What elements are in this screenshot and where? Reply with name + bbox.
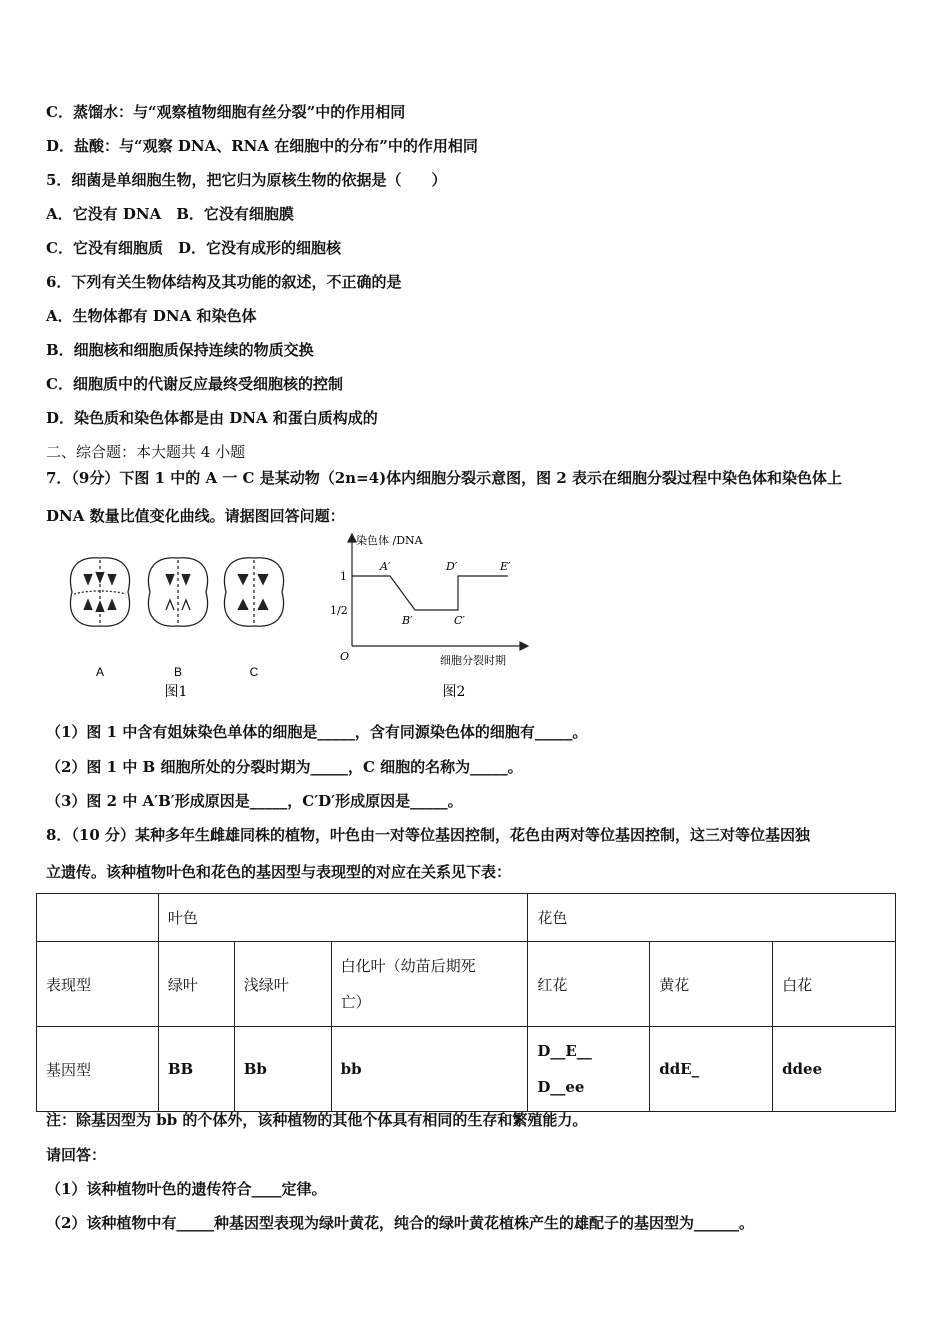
figure-1-caption: 图1: [164, 684, 188, 700]
section-2-heading: 二、综合题：本大题共 4 小题: [46, 443, 246, 461]
question-7-part-3: （3）图 2 中 A′B′形成原因是_____，C′D′形成原因是_____。: [46, 792, 463, 810]
table-note: 注：除基因型为 bb 的个体外，该种植物的其他个体具有相同的生存和繁殖能力。: [46, 1111, 588, 1129]
question-6-option-a: A．生物体都有 DNA 和染色体: [46, 307, 257, 325]
graph-y-axis-label: 染色体 /DNA: [356, 534, 423, 547]
phenotype-green-leaf: 绿叶: [158, 942, 234, 1027]
graph-point-c: C′: [454, 614, 465, 627]
question-5-options-ab: A．它没有 DNA B．它没有细胞膜: [46, 205, 294, 223]
genotype-yellow-flower: ddE_: [650, 1027, 773, 1112]
graph-point-e: E′: [500, 560, 511, 573]
question-8-stem-2: 立遗传。该种植物叶色和花色的基因型与表现型的对应在关系见下表：: [46, 863, 512, 881]
figure-cell-division: [60, 528, 540, 708]
please-answer-label: 请回答：: [46, 1146, 107, 1164]
graph-point-d: D′: [446, 560, 458, 573]
question-7-part-1: （1）图 1 中含有姐妹染色单体的细胞是_____，含有同源染色体的细胞有_____。: [46, 723, 588, 741]
question-7-part-2: （2）图 1 中 B 细胞所处的分裂时期为_____，C 细胞的名称为_____。: [46, 758, 523, 776]
figure-2-caption: 图2: [442, 684, 466, 700]
figure-2-graph: [348, 534, 528, 650]
table-corner-cell: [37, 894, 159, 942]
genotype-bb-upper: BB: [158, 1027, 234, 1112]
graph-x-axis-label: 细胞分裂时期: [440, 654, 506, 667]
genotype-row-label: 基因型: [37, 1027, 159, 1112]
cell-label-b: B: [173, 665, 183, 679]
graph-point-b: B′: [402, 614, 413, 627]
genotype-bb-lower: bb: [331, 1027, 528, 1112]
phenotype-white-leaf: 白化叶（幼苗后期死 亡）: [331, 942, 528, 1027]
question-6-option-b: B．细胞核和细胞质保持连续的物质交换: [46, 341, 314, 359]
option-d-line: D．盐酸：与“观察 DNA、RNA 在细胞中的分布”中的作用相同: [46, 137, 478, 155]
question-7-stem-1: 7．（9分）下图 1 中的 A 一 C 是某动物（2n=4)体内细胞分裂示意图，图 2 表示在细胞分裂过程中染色体和染色体上: [46, 469, 843, 487]
genotype-bb-mixed: Bb: [234, 1027, 331, 1112]
cell-b-diagram: [148, 558, 207, 626]
cell-c-diagram: [224, 558, 283, 626]
graph-tick-half: 1/2: [330, 604, 348, 617]
cell-a-diagram: [70, 558, 129, 626]
genotype-red-flower: D__E__ D__ee: [528, 1027, 650, 1112]
question-8-stem-1: 8．（10 分）某种多年生雌雄同株的植物，叶色由一对等位基因控制，花色由两对等位基因控制，这三对等位基因独: [46, 826, 811, 844]
phenotype-row-label: 表现型: [37, 942, 159, 1027]
graph-origin-label: O: [340, 650, 350, 663]
phenotype-red-flower: 红花: [528, 942, 650, 1027]
leaf-color-header: 叶色: [158, 894, 528, 942]
genotype-phenotype-table: [36, 893, 896, 1112]
question-8-part-2: （2）该种植物中有_____种基因型表现为绿叶黄花，纯合的绿叶黄花植株产生的雄配子的基因型为______。: [46, 1214, 754, 1232]
genotype-white-flower: ddee: [773, 1027, 896, 1112]
graph-tick-1: 1: [340, 570, 347, 583]
phenotype-white-flower: 白花: [773, 942, 896, 1027]
question-5-stem: 5．细菌是单细胞生物，把它归为原核生物的依据是（ ）: [46, 171, 447, 189]
flower-color-header: 花色: [528, 894, 896, 942]
option-c-line: C．蒸馏水：与“观察植物细胞有丝分裂”中的作用相同: [46, 103, 406, 121]
question-6-stem: 6．下列有关生物体结构及其功能的叙述，不正确的是: [46, 273, 402, 291]
cell-label-c: C: [249, 665, 259, 679]
question-7-stem-2: DNA 数量比值变化曲线。请据图回答问题：: [46, 507, 345, 525]
phenotype-light-green-leaf: 浅绿叶: [234, 942, 331, 1027]
graph-point-a: A′: [380, 560, 391, 573]
question-6-option-c: C．细胞质中的代谢反应最终受细胞核的控制: [46, 375, 343, 393]
phenotype-yellow-flower: 黄花: [650, 942, 773, 1027]
question-6-option-d: D．染色质和染色体都是由 DNA 和蛋白质构成的: [46, 409, 378, 427]
question-8-part-1: （1）该种植物叶色的遗传符合____定律。: [46, 1180, 327, 1198]
question-5-options-cd: C．它没有细胞质 D．它没有成形的细胞核: [46, 239, 341, 257]
cell-label-a: A: [95, 665, 105, 679]
